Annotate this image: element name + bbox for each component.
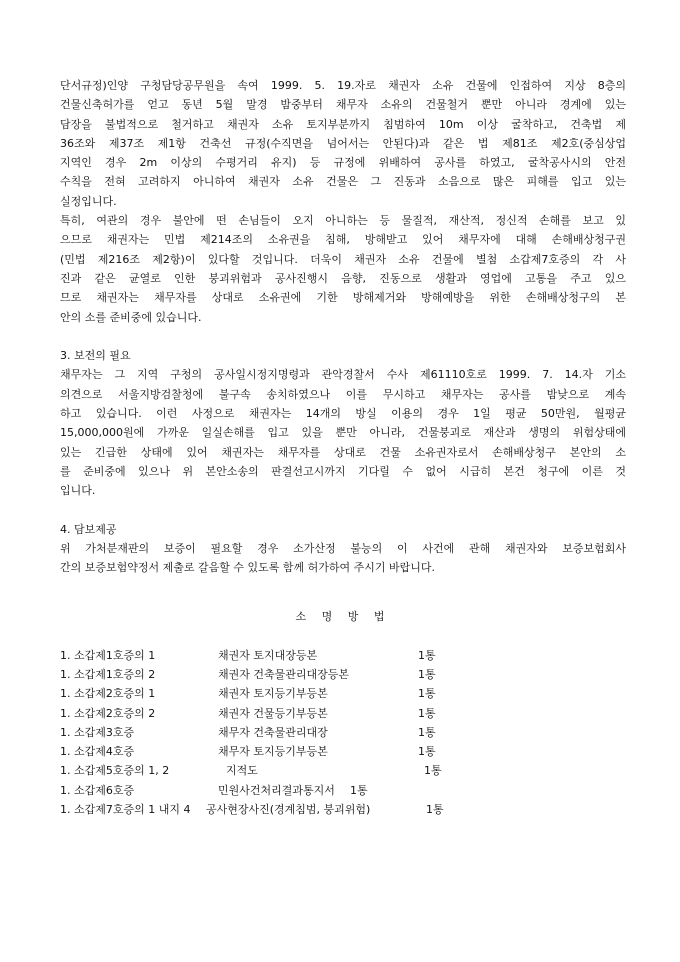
text-line: 수칙을 전혀 고려하지 아니하여 채권자 소유 건물은 그 진동과 소음으로 많은 피해를 입고 있는 <box>60 175 626 189</box>
list-item <box>60 781 626 800</box>
evidence-number: 1. 소갑제3호증 <box>60 725 135 739</box>
list-item <box>60 684 626 703</box>
evidence-description: 채권자 건물등기부등본 <box>218 706 328 720</box>
text-line: 단서규정)인양 구청담당공무원을 속여 1999. 5. 19.자로 채권자 소유 건물에 인접하여 지상 8층의 <box>60 79 626 92</box>
evidence-description: 민원사건처리결과통지서 <box>218 783 335 797</box>
evidence-description: 지적도 <box>226 764 258 778</box>
evidence-quantity: 1통 <box>424 764 442 778</box>
section-security-provision <box>60 520 626 578</box>
evidence-number: 1. 소갑제2호증의 1 <box>60 687 156 701</box>
evidence-number: 1. 소갑제1호증의 1 <box>60 648 156 662</box>
evidence-list <box>60 646 626 820</box>
text-line: 채무자는 그 지역 구청의 공사일시정지명령과 관악경찰서 수사 제61110호로 1999. 7. 14.자 기소 <box>60 368 626 382</box>
text-line: 있는 긴급한 상태에 있어 채권자는 채무자를 상대로 건물 소유권자로서 손해배상청구 본안의 소 <box>60 445 626 459</box>
list-item <box>60 761 626 780</box>
damage-paragraph <box>60 211 626 327</box>
evidence-quantity: 1통 <box>418 745 436 759</box>
list-item <box>60 723 626 742</box>
evidence-number: 1. 소갑제5호증의 1, 2 <box>60 764 170 778</box>
evidence-number: 1. 소갑제4호증 <box>60 745 135 759</box>
text-line: 지역인 경우 2m 이상의 수평거리 유지) 등 규정에 위배하여 공사를 하였고, 굴착공사시의 안전 <box>60 156 626 170</box>
text-line: 하고 있습니다. 이런 사정으로 채권자는 14개의 방실 이용의 경우 1일 평균 50만원, 월평균 <box>60 407 626 421</box>
evidence-number: 1. 소갑제1호증의 2 <box>60 667 156 681</box>
list-item <box>60 646 626 665</box>
list-item <box>60 800 626 819</box>
evidence-quantity: 1통 <box>418 706 436 720</box>
text-line: 의견으로 서울지방검찰청에 불구속 송치하였으나 이를 무시하고 채무자는 공사를 밤낮으로 계속 <box>60 387 626 401</box>
evidence-quantity: 1통 <box>418 648 436 662</box>
evidence-quantity: 1통 <box>418 667 436 681</box>
text-line: 입니다. <box>60 484 96 498</box>
evidence-number: 1. 소갑제2호증의 2 <box>60 706 156 720</box>
text-line: 15,000,000원에 가까운 일실손해를 입고 있을 뿐만 아니라, 건물붕괴로 재산과 생명의 위험상태에 <box>60 426 626 440</box>
evidence-description: 채권자 토지대장등본 <box>218 648 318 662</box>
document-page <box>60 76 626 819</box>
text-line: 안의 소를 준비중에 있습니다. <box>60 310 202 324</box>
list-item <box>60 704 626 723</box>
text-line: 간의 보증보험약정서 제출로 갈음할 수 있도록 함께 허가하여 주시기 바랍니다. <box>60 561 435 575</box>
text-line: 담장을 불법적으로 철거하고 채권자 소유 토지부분까지 침범하여 10m 이상 굴착하고, 건축법 제 <box>60 117 626 131</box>
evidence-quantity: 1통 <box>418 725 436 739</box>
facts-paragraph <box>60 76 626 211</box>
section-heading: 4. 담보제공 <box>60 522 117 536</box>
section-heading: 3. 보전의 필요 <box>60 349 131 363</box>
text-line: 건물신축허가를 얻고 동년 5월 말경 밤중부터 채무자 소유의 건물철거 뿐만 아니라 경계에 있는 <box>60 98 626 112</box>
text-line: 특히, 여관의 경우 불안에 떤 손님들이 오지 아니하는 등 물질적, 재산적, 정신적 손해를 보고 있 <box>60 214 626 228</box>
evidence-quantity: 1통 <box>418 687 436 701</box>
text-line: 으므로 채권자는 민법 제214조의 소유권을 침해, 방해받고 있어 채무자에 대해 손해배상청구권 <box>60 233 626 247</box>
text-line: 므로 채권자는 채무자를 상대로 소유권에 기한 방해제거와 방해예방을 위한 손해배상청구의 본 <box>60 291 626 305</box>
text-line: 실정입니다. <box>60 194 117 208</box>
evidence-title: 소 명 방 법 <box>295 610 391 624</box>
text-line: 진과 같은 균열로 인한 붕괴위험과 공사진행시 음향, 진동으로 생활과 영업에 고통을 주고 있으 <box>60 271 626 285</box>
evidence-quantity: 1통 <box>350 783 368 797</box>
section-preservation-need <box>60 346 626 500</box>
evidence-number: 1. 소갑제6호증 <box>60 783 135 797</box>
list-item <box>60 742 626 761</box>
text-line: 를 준비중에 있으나 위 본안소송의 판결선고시까지 기다릴 수 없어 시급히 본건 청구에 이른 것 <box>60 464 626 478</box>
text-line: (민법 제216조 제2항)이 있다할 것입니다. 더욱이 채권자 소유 건물에 별첨 소갑제7호증의 각 사 <box>60 252 626 266</box>
evidence-description: 채무자 토지등기부등본 <box>218 745 328 759</box>
text-line: 36조와 제37조 제1항 건축선 규정(수직면을 넘어서는 안된다)과 같은 법 제81조 제2호(중심상업 <box>60 136 626 150</box>
text-line: 위 가처분재판의 보증이 필요할 경우 소가산정 불능의 이 사건에 관해 채권자와 보증보험회사 <box>60 542 626 556</box>
evidence-description: 채무자 건축물관리대장 <box>218 725 328 739</box>
evidence-quantity: 1통 <box>426 802 444 816</box>
evidence-description: 채권자 토지등기부등본 <box>218 687 328 701</box>
evidence-number: 1. 소갑제7호증의 1 내지 4 <box>60 802 191 816</box>
evidence-description: 채권자 건축물관리대장등본 <box>218 667 350 681</box>
list-item <box>60 665 626 684</box>
evidence-description: 공사현장사진(경계침범, 붕괴위험) <box>206 802 371 816</box>
